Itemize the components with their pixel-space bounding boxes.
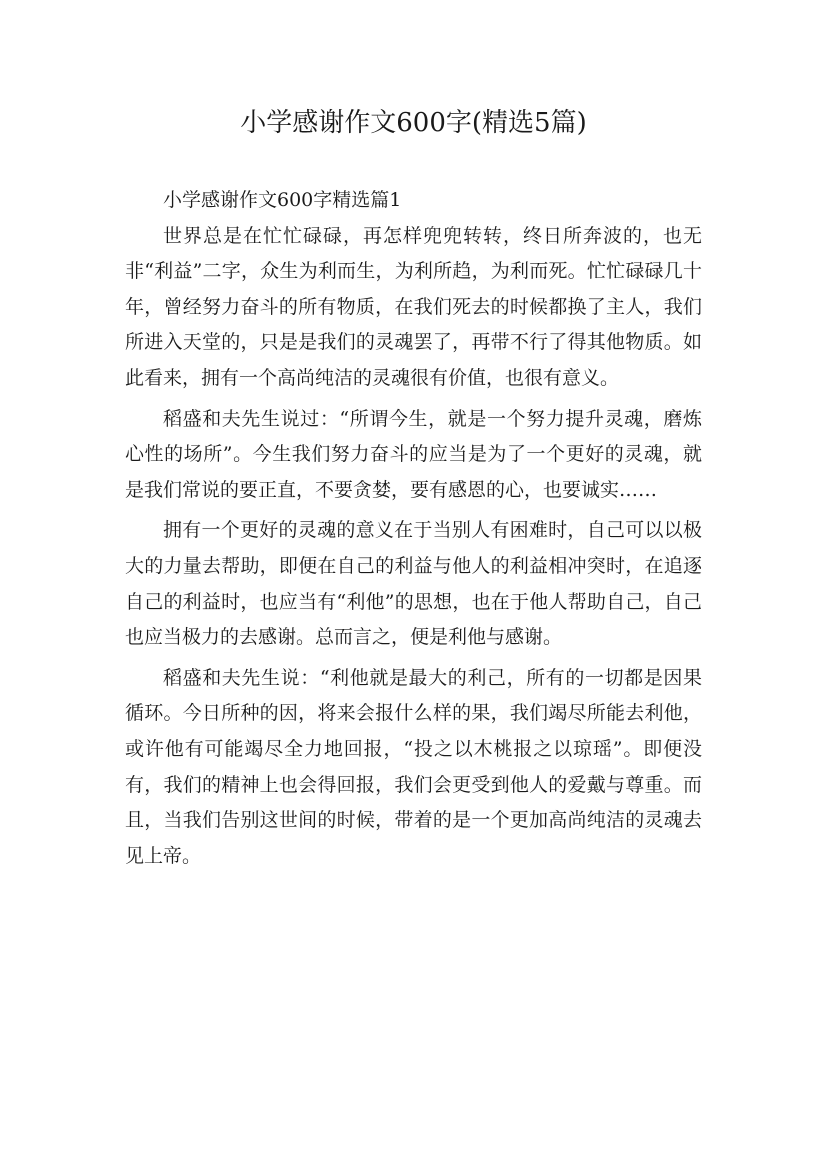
document-body	[125, 183, 702, 874]
document-page	[125, 0, 702, 879]
paragraph-4: 稻盛和夫先生说：“利他就是最大的利己，所有的一切都是因果循环。今日所种的因，将来会报什么样的果，我们竭尽所能去利他，或许他有可能竭尽全力地回报，“投之以木桃报之以琼瑶”。即便没有，我们的精神上也会得回报，我们会更受到他人的爱戴与尊重。而且，当我们告别这世间的时候，带着的是一个更加高尚纯洁的灵魂去见上帝。	[125, 666, 702, 867]
paragraph-2: 稻盛和夫先生说过：“所谓今生，就是一个努力提升灵魂，磨炼心性的场所”。今生我们努力奋斗的应当是为了一个更好的灵魂，就是我们常说的要正直，不要贪婪，要有感恩的心，也要诚实……	[125, 407, 702, 501]
paragraph-1: 世界总是在忙忙碌碌，再怎样兜兜转转，终日所奔波的，也无非“利益”二字，众生为利而生，为利所趋，为利而死。忙忙碌碌几十年，曾经努力奋斗的所有物质，在我们死去的时候都换了主人，我们所进入天堂的，只是是我们的灵魂罢了，再带不行了得其他物质。如此看来，拥有一个高尚纯洁的灵魂很有价值，也很有意义。	[125, 224, 702, 389]
document-title: 小学感谢作文600字(精选5篇)	[240, 108, 587, 138]
section-heading: 小学感谢作文600字精选篇1	[163, 189, 402, 211]
paragraph-3: 拥有一个更好的灵魂的意义在于当别人有困难时，自己可以以极大的力量去帮助，即便在自己的利益与他人的利益相冲突时，在追逐自己的利益时，也应当有“利他”的思想，也在于他人帮助自己，自己也应当极力的去感谢。总而言之，便是利他与感谢。	[125, 519, 702, 649]
